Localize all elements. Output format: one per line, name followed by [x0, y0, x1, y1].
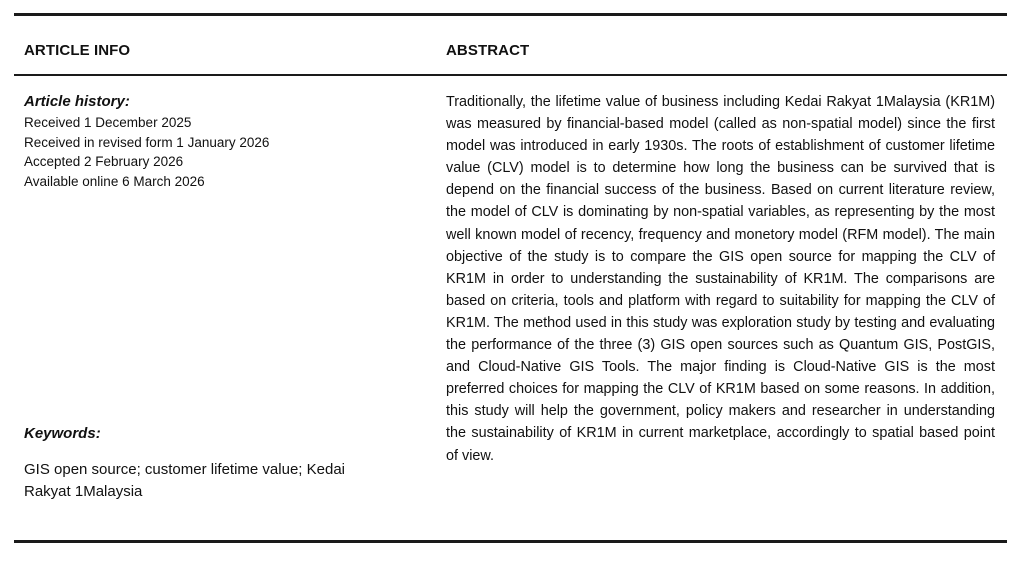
keywords-text: GIS open source; customer lifetime value; Kedai Rakyat 1Malaysia	[24, 461, 345, 500]
article-history	[24, 92, 404, 191]
article-info-heading: ARTICLE INFO	[24, 42, 131, 59]
header-rule	[14, 74, 1007, 76]
article-history-title: Article history:	[24, 93, 130, 110]
bottom-rule	[14, 540, 1007, 543]
history-online: Available online 6 March 2026	[24, 173, 205, 189]
history-received: Received 1 December 2025	[24, 115, 192, 130]
abstract-heading: ABSTRACT	[446, 42, 530, 59]
top-rule	[14, 13, 1007, 16]
keywords-title: Keywords:	[24, 425, 101, 442]
history-revised: Received in revised form 1 January 2026	[24, 134, 270, 150]
abstract-body: Traditionally, the lifetime value of business including Kedai Rakyat 1Malaysia (KR1M) was measured by financial-based model (called as non-spatial model) since the first model was introduced in early 1930s. The roots of establishment of customer lifetime value (CLV) model is to determine how long the business can be survived that is depend on the financial success of the business. Based on current literature review, the model of CLV is dominating by non-spatial variables, as representing by the most well known model of recency, frequency and monetory model (RFM model). The main objective of the study is to compare the GIS open source for mapping the CLV of KR1M in order to understanding the sustainability of KR1M. The comparisons are based on criteria, tools and platform with regard to suitability for mapping the CLV of KR1M. The method used in this study was exploration study by testing and evaluating the performance of the three (3) GIS open sources such as Quantum GIS, PostGIS, and Cloud-Native GIS Tools. The major finding is Cloud-Native GIS is the most preferred choices for mapping the CLV of KR1M based on some reasons. In addition, this study will help the government, policy makers and researcher in understanding the sustainability of KR1M in current marketplace, accordingly to spatial based point of view.	[446, 94, 995, 464]
keywords-section	[24, 424, 404, 503]
history-accepted: Accepted 2 February 2026	[24, 154, 184, 169]
